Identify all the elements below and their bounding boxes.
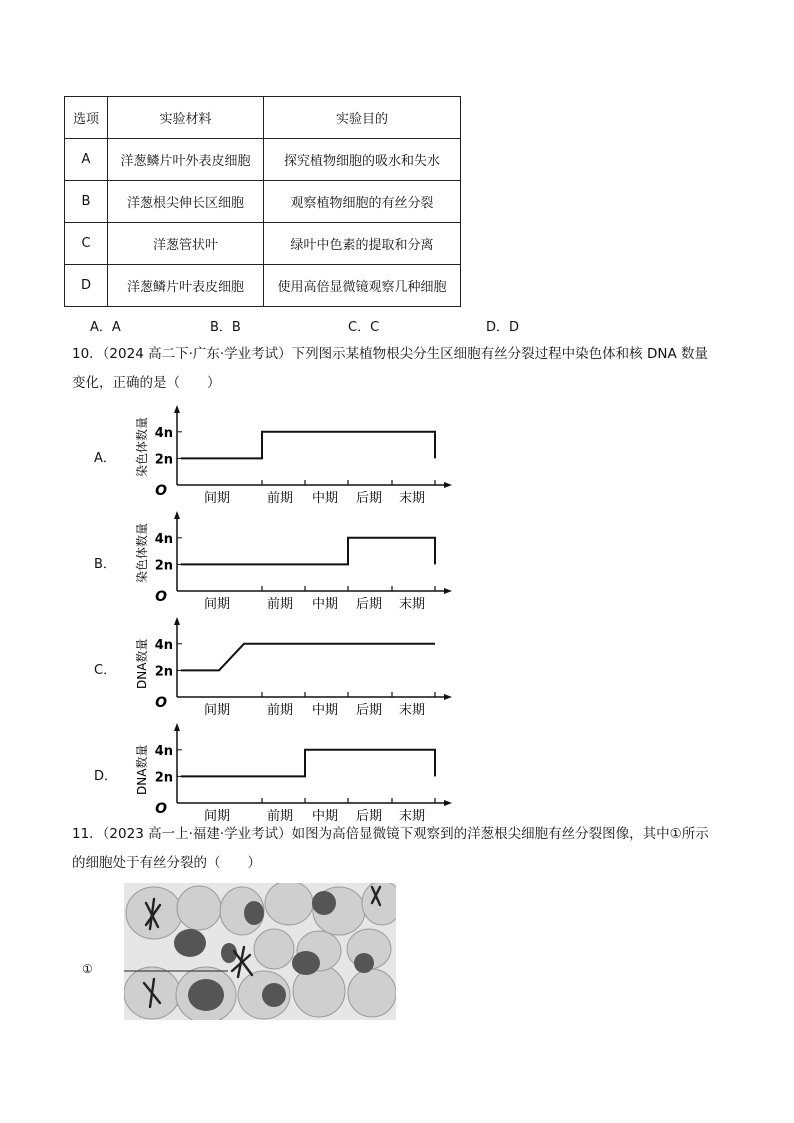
x-tick-label: 中期	[311, 491, 339, 505]
q9-option-d[interactable]: D．D	[486, 320, 520, 335]
experiment-table	[64, 96, 461, 307]
y-tick-label: 2n	[154, 664, 173, 680]
step-chart	[0, 723, 794, 823]
x-tick-label: 后期	[355, 597, 383, 611]
table-cell: 洋葱鳞片叶外表皮细胞	[108, 139, 264, 181]
table-header-cell: 实验材料	[108, 97, 264, 139]
origin-label: O	[155, 695, 167, 711]
table-row	[65, 181, 461, 223]
table-cell: C	[65, 223, 108, 265]
data-line	[181, 750, 435, 777]
x-axis-arrow	[444, 694, 452, 700]
y-tick-label: 4n	[154, 637, 173, 653]
micrograph-image	[124, 883, 396, 1020]
y-axis-label: 染色体数量	[135, 416, 149, 477]
table-row	[65, 223, 461, 265]
x-tick-label: 前期	[266, 597, 294, 611]
q11-line2: 的细胞处于有丝分裂的（ ）	[72, 855, 261, 871]
data-line	[181, 432, 435, 459]
y-tick-label: 4n	[154, 531, 173, 547]
x-tick-label: 间期	[203, 597, 231, 611]
data-line	[181, 644, 435, 671]
x-tick-label: 末期	[398, 491, 426, 505]
y-tick-label: 2n	[154, 452, 173, 468]
chart-option-label[interactable]: A．	[94, 451, 116, 466]
micrograph-cells	[124, 883, 396, 1020]
q10-line2: 变化，正确的是（ ）	[72, 375, 221, 391]
x-tick-label: 前期	[266, 491, 294, 505]
q10-line1: 10．（2024 高二下·广东·学业考试）下列图示某植物根尖分生区细胞有丝分裂过程中染色体和核 DNA 数量	[72, 346, 708, 362]
y-axis-label: DNA数量	[135, 638, 149, 689]
y-axis-arrow	[174, 405, 180, 413]
x-tick-label: 中期	[311, 809, 339, 823]
x-tick-label: 中期	[311, 703, 339, 717]
y-axis-arrow	[174, 511, 180, 519]
chart-option-label[interactable]: B．	[94, 557, 116, 572]
x-tick-label: 间期	[203, 703, 231, 717]
y-axis-label: DNA数量	[135, 744, 149, 795]
x-axis-arrow	[444, 482, 452, 488]
x-tick-label: 前期	[266, 809, 294, 823]
origin-label: O	[155, 801, 167, 817]
y-axis-label: 染色体数量	[135, 522, 149, 583]
table-cell: A	[65, 139, 108, 181]
x-tick-label: 后期	[355, 809, 383, 823]
table-row	[65, 139, 461, 181]
y-tick-label: 4n	[154, 425, 173, 441]
y-axis-arrow	[174, 617, 180, 625]
y-tick-label: 2n	[154, 770, 173, 786]
table-cell: 观察植物细胞的有丝分裂	[264, 181, 461, 223]
y-axis-arrow	[174, 723, 180, 731]
table-row	[65, 265, 461, 307]
table-header-row	[65, 97, 461, 139]
x-axis-arrow	[444, 800, 452, 806]
step-chart	[0, 511, 794, 611]
x-axis-arrow	[444, 588, 452, 594]
step-chart	[0, 617, 794, 717]
table-cell: 洋葱鳞片叶表皮细胞	[108, 265, 264, 307]
x-tick-label: 末期	[398, 809, 426, 823]
x-tick-label: 间期	[203, 809, 231, 823]
q9-options	[90, 316, 550, 334]
table-cell: D	[65, 265, 108, 307]
y-tick-label: 2n	[154, 558, 173, 574]
q9-option-b[interactable]: B．B	[210, 320, 241, 335]
pointer-marker-1: ①	[82, 962, 93, 976]
table-cell: 探究植物细胞的吸水和失水	[264, 139, 461, 181]
x-tick-label: 末期	[398, 597, 426, 611]
data-line	[181, 538, 435, 565]
q11-line1: 11．（2023 高一上·福建·学业考试）如图为高倍显微镜下观察到的洋葱根尖细胞有丝分裂图像，其中①所示	[72, 826, 709, 842]
step-chart	[0, 405, 794, 505]
chart-option-label[interactable]: C．	[94, 663, 117, 678]
table-cell: 绿叶中色素的提取和分离	[264, 223, 461, 265]
table-header-cell: 选项	[65, 97, 108, 139]
x-tick-label: 中期	[311, 597, 339, 611]
table-cell: 洋葱根尖伸长区细胞	[108, 181, 264, 223]
q11-stem	[72, 820, 732, 878]
origin-label: O	[155, 589, 167, 605]
x-tick-label: 前期	[266, 703, 294, 717]
x-tick-label: 末期	[398, 703, 426, 717]
table-cell: 使用高倍显微镜观察几种细胞	[264, 265, 461, 307]
x-tick-label: 后期	[355, 703, 383, 717]
table-cell: 洋葱管状叶	[108, 223, 264, 265]
origin-label: O	[155, 483, 167, 499]
q9-option-a[interactable]: A．A	[90, 320, 121, 335]
y-tick-label: 4n	[154, 743, 173, 759]
q10-stem	[72, 340, 732, 398]
chart-option-label[interactable]: D．	[94, 769, 118, 784]
x-tick-label: 间期	[203, 491, 231, 505]
table-cell: B	[65, 181, 108, 223]
q9-option-c[interactable]: C．C	[348, 320, 380, 335]
x-tick-label: 后期	[355, 491, 383, 505]
table-header-cell: 实验目的	[264, 97, 461, 139]
